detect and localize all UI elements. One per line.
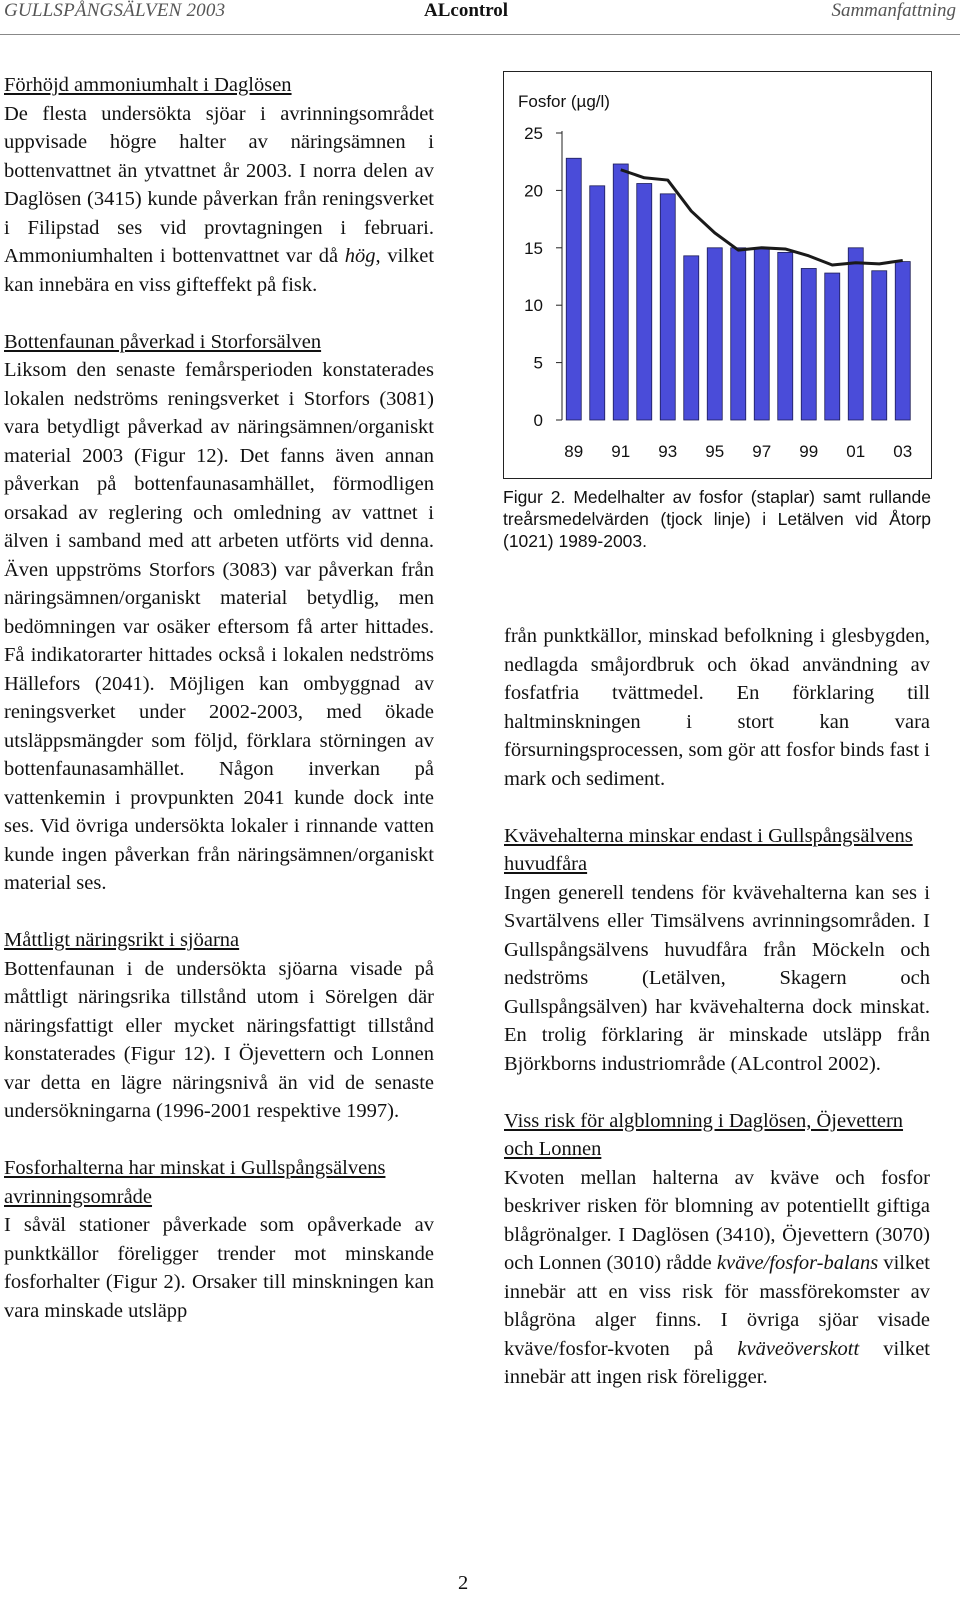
bar <box>872 271 887 420</box>
body-text: Liksom den senaste femårsperioden konstaterades lokalen nedströms reningsverket i Storfors (3081) vara betydligt påverkad av näringsämnen/organiskt material 2003 (Figur 12). Det fanns även annan påverkan på bottenfaunasamhället, förmodligen orsakad av reglering och omledning av vattnet i älven i samband med att arbeten utförts vid denna. Även uppströms Storfors (3083) var påverkan från näringsämnen/organiskt material betydlig, men bedömningen var osäker eftersom få arter hittades. Få indikatorarter hittades också i lokalen nedströms Hällefors (2041). Möjligen kan ombyggnad av reningsverket under 2002-2003, med ökade utsläppsmängder som följd, förklara störningen av bottenfaunasamhället. Någon inverkan på vattenkemin i provpunkten 2041 kunde dock inte ses. Vid övriga undersökta lokaler i rinnande vatten kunde ingen påverkan från näringsämnen/organiskt material ses. <box>4 359 434 894</box>
section-body <box>4 100 434 300</box>
body-text: från punktkällor, minskad befolkning i glesbygden, nedlagda småjordbruk och ökad användning av fosfatfria tvättmedel. En förklaring till haltminskningen i stort kan vara försurningsprocessen, som gör att fosfor binds fast i mark och sediment. <box>504 625 930 790</box>
section-heading: Bottenfaunan påverkad i Storforsälven <box>4 330 322 353</box>
section-body <box>504 622 930 793</box>
left-column-section <box>4 328 434 898</box>
bar <box>825 273 840 420</box>
body-text: De flesta undersökta sjöar i avrinningsområdet uppvisade högre halter av näringsämnen i bottenvattnet än ytvattnet år 2003. I norra delen av Daglösen (3415) kunde påverkan från reningsverket i Filipstad ses vid provtagningen i februari. Ammoniumhalten i bottenvattnet var då <box>4 102 434 267</box>
bar <box>778 252 793 420</box>
x-tick-label: 91 <box>611 442 631 461</box>
bar <box>637 184 652 420</box>
bar <box>731 248 746 420</box>
left-column-section <box>4 1154 434 1325</box>
bar <box>660 194 675 420</box>
chart-svg <box>504 72 931 478</box>
header-section: Sammanfattning <box>831 0 956 21</box>
emphasis-text: kväveöverskott <box>737 1337 860 1360</box>
header-rule <box>0 34 960 35</box>
bar <box>754 248 769 420</box>
bar <box>895 262 910 420</box>
section-heading: Fosforhalterna har minskat i Gullspångsälvens avrinningsområde <box>4 1157 386 1208</box>
x-tick-label: 99 <box>799 442 819 461</box>
bar <box>684 256 699 420</box>
body-text: I såväl stationer påverkade som opåverkade av punktkällor föreligger trender mot minskande fosforhalter (Figur 2). Orsaker till minskningen kan vara minskade utsläpp <box>4 1214 434 1322</box>
x-tick-label: 03 <box>893 442 913 461</box>
body-text: vilket innebär att ingen risk föreligger. <box>504 1337 930 1388</box>
body-text: Kvoten mellan halterna av kväve och fosfor beskriver risken för blomning av potentiellt giftiga blågrönalger. I Daglösen (3410), Öjevettern (3070) och Lonnen (3010) rådde <box>504 1166 930 1274</box>
y-tick-label: 25 <box>524 124 543 143</box>
x-tick-label: 97 <box>752 442 772 461</box>
right-column-section <box>504 1107 930 1392</box>
header-report-title: GULLSPÅNGSÄLVEN 2003 <box>4 0 226 21</box>
x-tick-label: 95 <box>705 442 725 461</box>
right-column-section <box>504 822 930 1079</box>
section-body <box>504 1164 930 1392</box>
header-company: ALcontrol <box>424 0 509 21</box>
right-column-section <box>504 622 930 793</box>
body-text: Ingen generell tendens för kvävehalterna kan ses i Svartälvens eller Timsälvens avrinningsområden. I Gullspångsälvens huvudfåra från Möckeln och nedströms (Letälven, Skagern och Gullspångsälven) har kvävehalterna dock minskat. En trolig förklaring är minskade utsläpp från Björkborns industriområde (ALcontrol 2002). <box>504 881 930 1075</box>
figure-caption: Figur 2. Medelhalter av fosfor (staplar) samt rullande treårsmedelvärden (tjock linje) i Letälven vid Åtorp (1021) 1989-2003. <box>503 487 931 551</box>
x-tick-label: 01 <box>846 442 866 461</box>
bar <box>590 186 605 420</box>
emphasis-text: kväve/fosfor-balans <box>716 1252 879 1274</box>
section-heading: Viss risk för algblomning i Daglösen, Öjevettern och Lonnen <box>504 1109 904 1160</box>
page-number: 2 <box>458 1572 469 1594</box>
section-heading: Kvävehalterna minskar endast i Gullspångsälvens huvudfåra <box>504 824 913 875</box>
left-column-section <box>4 71 434 299</box>
body-text: vilket innebär att en viss risk för massförekomster av blågröna alger finns. I övriga sjöar visade kväve/fosfor-kvoten på <box>504 1252 930 1360</box>
y-tick-label: 20 <box>524 181 543 201</box>
left-column <box>4 71 434 1354</box>
section-body <box>4 1211 434 1325</box>
phosphorus-chart <box>503 71 932 479</box>
bar <box>613 164 628 420</box>
x-tick-label: 93 <box>658 442 678 461</box>
section-heading: Förhöjd ammoniumhalt i Daglösen <box>4 74 292 96</box>
y-tick-label: 15 <box>524 238 543 258</box>
left-column-section <box>4 926 434 1126</box>
bar <box>848 248 863 420</box>
section-body <box>4 356 434 898</box>
y-tick-label: 0 <box>533 411 543 430</box>
right-column <box>504 622 930 1420</box>
body-text: , vilket kan innebära en viss gifteffekt på fisk. <box>4 245 435 296</box>
section-body <box>504 879 930 1079</box>
y-tick-label: 5 <box>533 353 543 373</box>
bar <box>566 158 581 420</box>
section-body <box>4 955 434 1126</box>
body-text: Bottenfaunan i de undersökta sjöarna visade på måttligt näringsrika tillstånd utom i Sörelgen där näringsfattigt eller mycket näringsfattigt tillstånd konstaterades (Figur 12). I Öjevettern och Lonnen var detta en lägre näringsnivå än vid de senaste undersökningarna (1996-2001 respektive 1997). <box>4 957 434 1122</box>
x-tick-label: 89 <box>564 442 584 461</box>
bar <box>707 248 722 420</box>
chart-title: Fosfor (µg/l) <box>518 92 610 111</box>
y-tick-label: 10 <box>524 296 543 316</box>
bar <box>801 268 816 420</box>
emphasis-text: hög <box>344 245 376 267</box>
page-header <box>0 0 960 38</box>
section-heading: Måttligt näringsrikt i sjöarna <box>4 929 240 951</box>
